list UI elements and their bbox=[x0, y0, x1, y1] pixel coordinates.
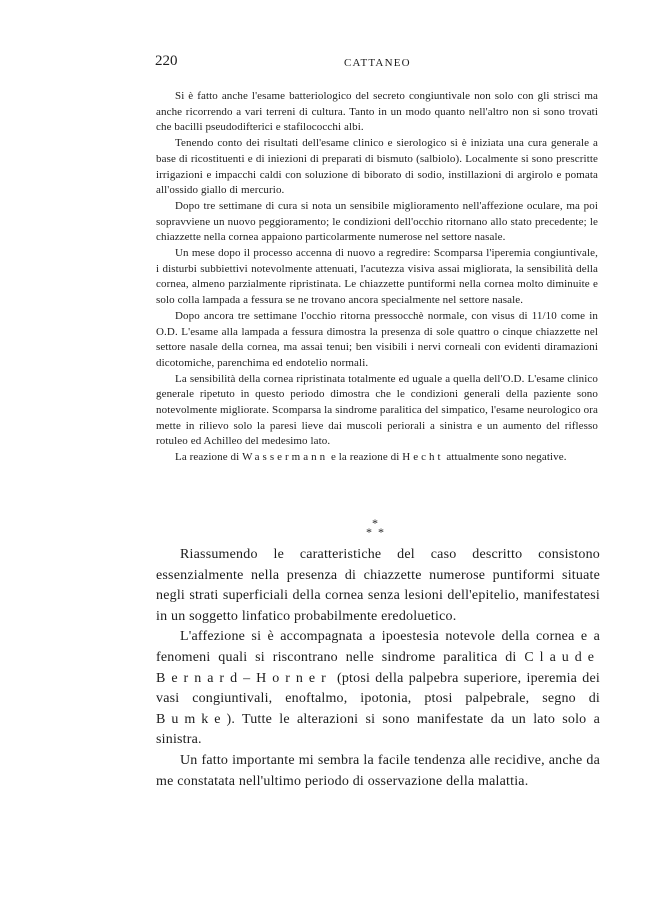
paragraph: Un fatto importante mi sembra la facile tendenza alle recidive, anche da me constatata nell'ultimo periodo di osservazione della malattia. bbox=[156, 752, 600, 789]
text-run: ). Tutte le alterazioni si sono manifestate da un lato solo a sinistra. bbox=[156, 711, 600, 748]
text-run: La reazione di bbox=[175, 451, 243, 464]
asterisk: * bbox=[366, 525, 372, 539]
asterisk: * bbox=[372, 516, 378, 530]
text-run: L'affezione si è accompagnata a ipoestesia notevole della cornea e a fenomeni quali si riscontrano nelle sindrome paralitica di bbox=[156, 629, 600, 665]
text-run: e la reazione di bbox=[328, 451, 403, 464]
paragraph: Riassumendo le caratteristiche del caso descritto consistono essenzialmente nella presenza di chiazzette numerose puntiformi situate negli strati superficiali della cornea senza lesioni dell'epitelio, manifestatesi in un soggetto linfatico probabilmente eredoluetico. bbox=[156, 547, 600, 624]
paragraph: Dopo tre settimane di cura si nota un sensibile miglioramento nell'affezione oculare, ma poi sopravviene un nuovo peggioramento; le condizioni dell'occhio ritornano allo stato precedente; le chiazzette nella cornea appaiono particolarmente numerose nel settore nasale. bbox=[156, 199, 598, 244]
author-name-bumke: Bumke bbox=[156, 711, 227, 727]
paragraph: Dopo ancora tre settimane l'occhio ritorna pressocchè normale, con visus di 11/10 come in O.D. L'esame alla lampada a fessura dimostra la presenza di sole quattro o cinque chiazzette nel settore nasale della cornea, ma assai tenui; ben visibili i nervi corneali con evidenti diramazioni dicotomiche, parenchima ed endotelio normali. bbox=[156, 309, 598, 369]
summary-section bbox=[156, 545, 600, 792]
paragraph: Tenendo conto dei risultati dell'esame clinico e sierologico si è iniziata una cura generale a base di ricostituenti e di iniezioni di preparati di bismuto (salbiolo). Localmente si sono prescritte irrigazioni e impacchi caldi con soluzione di biborato di sodio, instillazioni di argirolo e pomata all'ossido giallo di mercurio. bbox=[156, 137, 598, 197]
author-name-wassermann: Wassermann bbox=[242, 451, 329, 464]
page-number: 220 bbox=[155, 53, 178, 69]
paragraph-serology bbox=[156, 450, 598, 466]
section-separator-asterism bbox=[358, 517, 398, 541]
author-name-claude-bernard-horner: Claude Bernard–Horner bbox=[156, 649, 600, 686]
small-print-section bbox=[156, 89, 598, 466]
paragraph: Un mese dopo il processo accenna di nuovo a regredire: Scomparsa l'iperemia congiuntivale, i disturbi subbiettivi notevolmente attenuati, l'acutezza visiva assai migliorata, la sensibilità della cornea, almeno parzialmente ripristinata. Le chiazzette puntiformi nella cornea molto diminuite e solo colla lampada a fessura se ne trovano ancora specialmente nel settore nasale. bbox=[156, 247, 598, 307]
paragraph-syndrome bbox=[156, 627, 600, 751]
author-name-hecht: Hecht bbox=[402, 451, 444, 464]
paragraph: Si è fatto anche l'esame batteriologico del secreto congiuntivale non solo con gli strisci ma anche ricorrendo a vari terreni di cultura. Tanto in un modo quanto nell'altro non si sono trovati che bacilli pseudodifterici e stafilococchi albi. bbox=[156, 90, 598, 134]
paragraph: La sensibilità della cornea ripristinata totalmente ed uguale a quella dell'O.D. L'esame clinico generale ripetuto in questo periodo dimostra che le condizioni generali della paziente sono notevolmente migliorate. Scomparsa la sindrome paralitica del simpatico, l'esame neurologico ora mette in rilievo solo la paresi lieve dai muscoli periorali a sinistra e un aumento del riflesso rotuleo ed Achilleo del medesimo lato. bbox=[156, 372, 598, 448]
asterisk: * bbox=[378, 525, 384, 539]
text-run: (ptosi della palpebra superiore, iperemia dei vasi congiuntivali, enoftalmo, ipotonia, ptosi palpebrale, segno di bbox=[156, 670, 600, 707]
running-head: CATTANEO bbox=[344, 57, 411, 69]
text-run: attualmente sono negative. bbox=[443, 451, 567, 464]
